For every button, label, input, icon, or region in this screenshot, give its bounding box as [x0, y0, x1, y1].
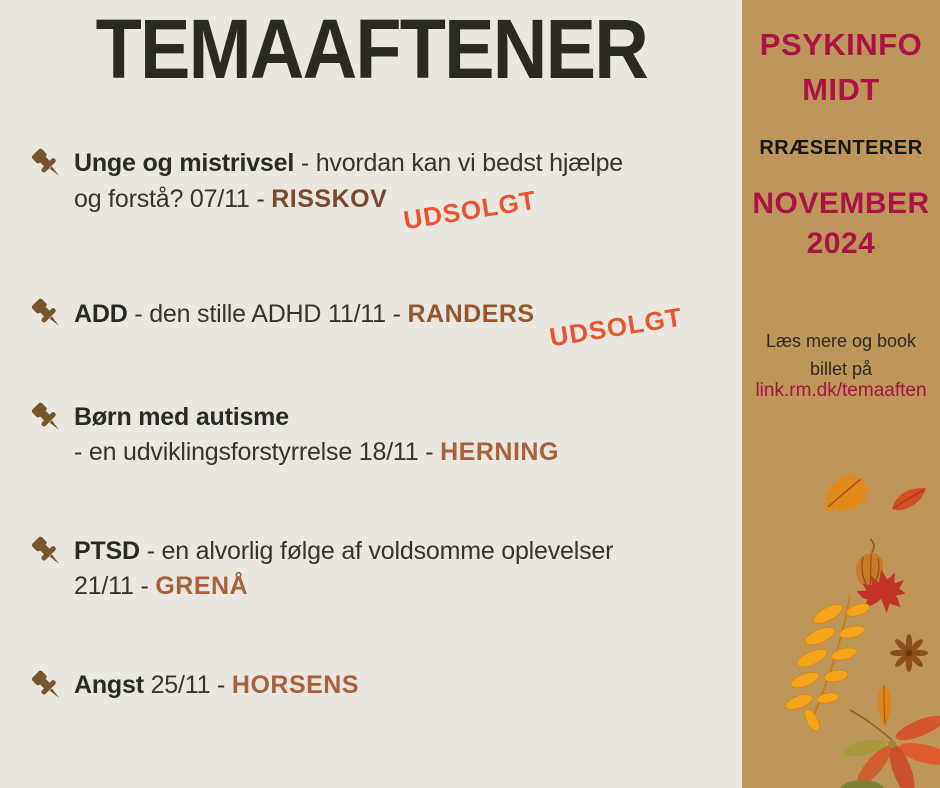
page-title: TEMAAFTENER [95, 2, 647, 96]
event-date: 25/11 - [143, 671, 232, 699]
cta-line2: billet på [809, 359, 873, 379]
event-title: Angst [74, 671, 144, 699]
star-anise-icon [890, 634, 928, 677]
event-item-angst [28, 668, 359, 703]
red-leaf-icon [890, 483, 930, 520]
event-title: Unge og mistrivsel [74, 149, 295, 177]
brand-line2: MIDT [802, 72, 880, 107]
event-location: RISSKOV [271, 185, 388, 213]
month-line1: NOVEMBER [752, 187, 930, 220]
event-location: GRENÅ [155, 572, 249, 600]
month-line2: 2024 [806, 227, 876, 260]
cta-text [742, 327, 940, 383]
event-item-unge-og-mistrivsel [28, 146, 623, 236]
oak-leaf-icon [818, 468, 876, 521]
event-title: PTSD [74, 537, 140, 565]
pushpin-icon [28, 400, 64, 438]
sold-out-stamp: UDSOLGT [547, 301, 685, 353]
event-date: og forstå? 07/11 - [74, 185, 272, 213]
event-item-born-med-autisme [28, 400, 559, 470]
event-date: 21/11 - [74, 572, 156, 600]
pushpin-icon [28, 296, 64, 334]
event-location: HORSENS [231, 671, 360, 699]
sidebar [742, 0, 940, 788]
event-title: ADD [74, 300, 128, 328]
green-leaf-edge-icon [837, 776, 887, 788]
pushpin-icon [28, 534, 64, 572]
event-description: - en alvorlig følge af voldsomme oplevelser [139, 537, 614, 565]
booking-link[interactable]: link.rm.dk/temaaften [755, 380, 927, 401]
event-title: Børn med autisme [74, 403, 289, 431]
event-item-ptsd [28, 534, 613, 604]
event-date: - en udviklingsforstyrrelse 18/11 - [74, 438, 441, 466]
pushpin-icon [28, 668, 64, 706]
event-description: - hvordan kan vi bedst hjælpe [294, 149, 623, 177]
brand-logo [742, 22, 940, 112]
event-item-add [28, 296, 685, 353]
sold-out-stamp: UDSOLGT [401, 184, 539, 236]
pushpin-icon [28, 146, 64, 184]
brand-line1: PSYKINFO [759, 27, 923, 62]
event-location: HERNING [440, 438, 559, 466]
month-label [742, 184, 940, 264]
event-location: RANDERS [407, 300, 535, 328]
cta-line1: Læs mere og book [765, 331, 917, 351]
presents-label: RRÆSENTERER [759, 137, 923, 159]
event-description: - den stille ADHD 11/11 - [127, 300, 408, 328]
